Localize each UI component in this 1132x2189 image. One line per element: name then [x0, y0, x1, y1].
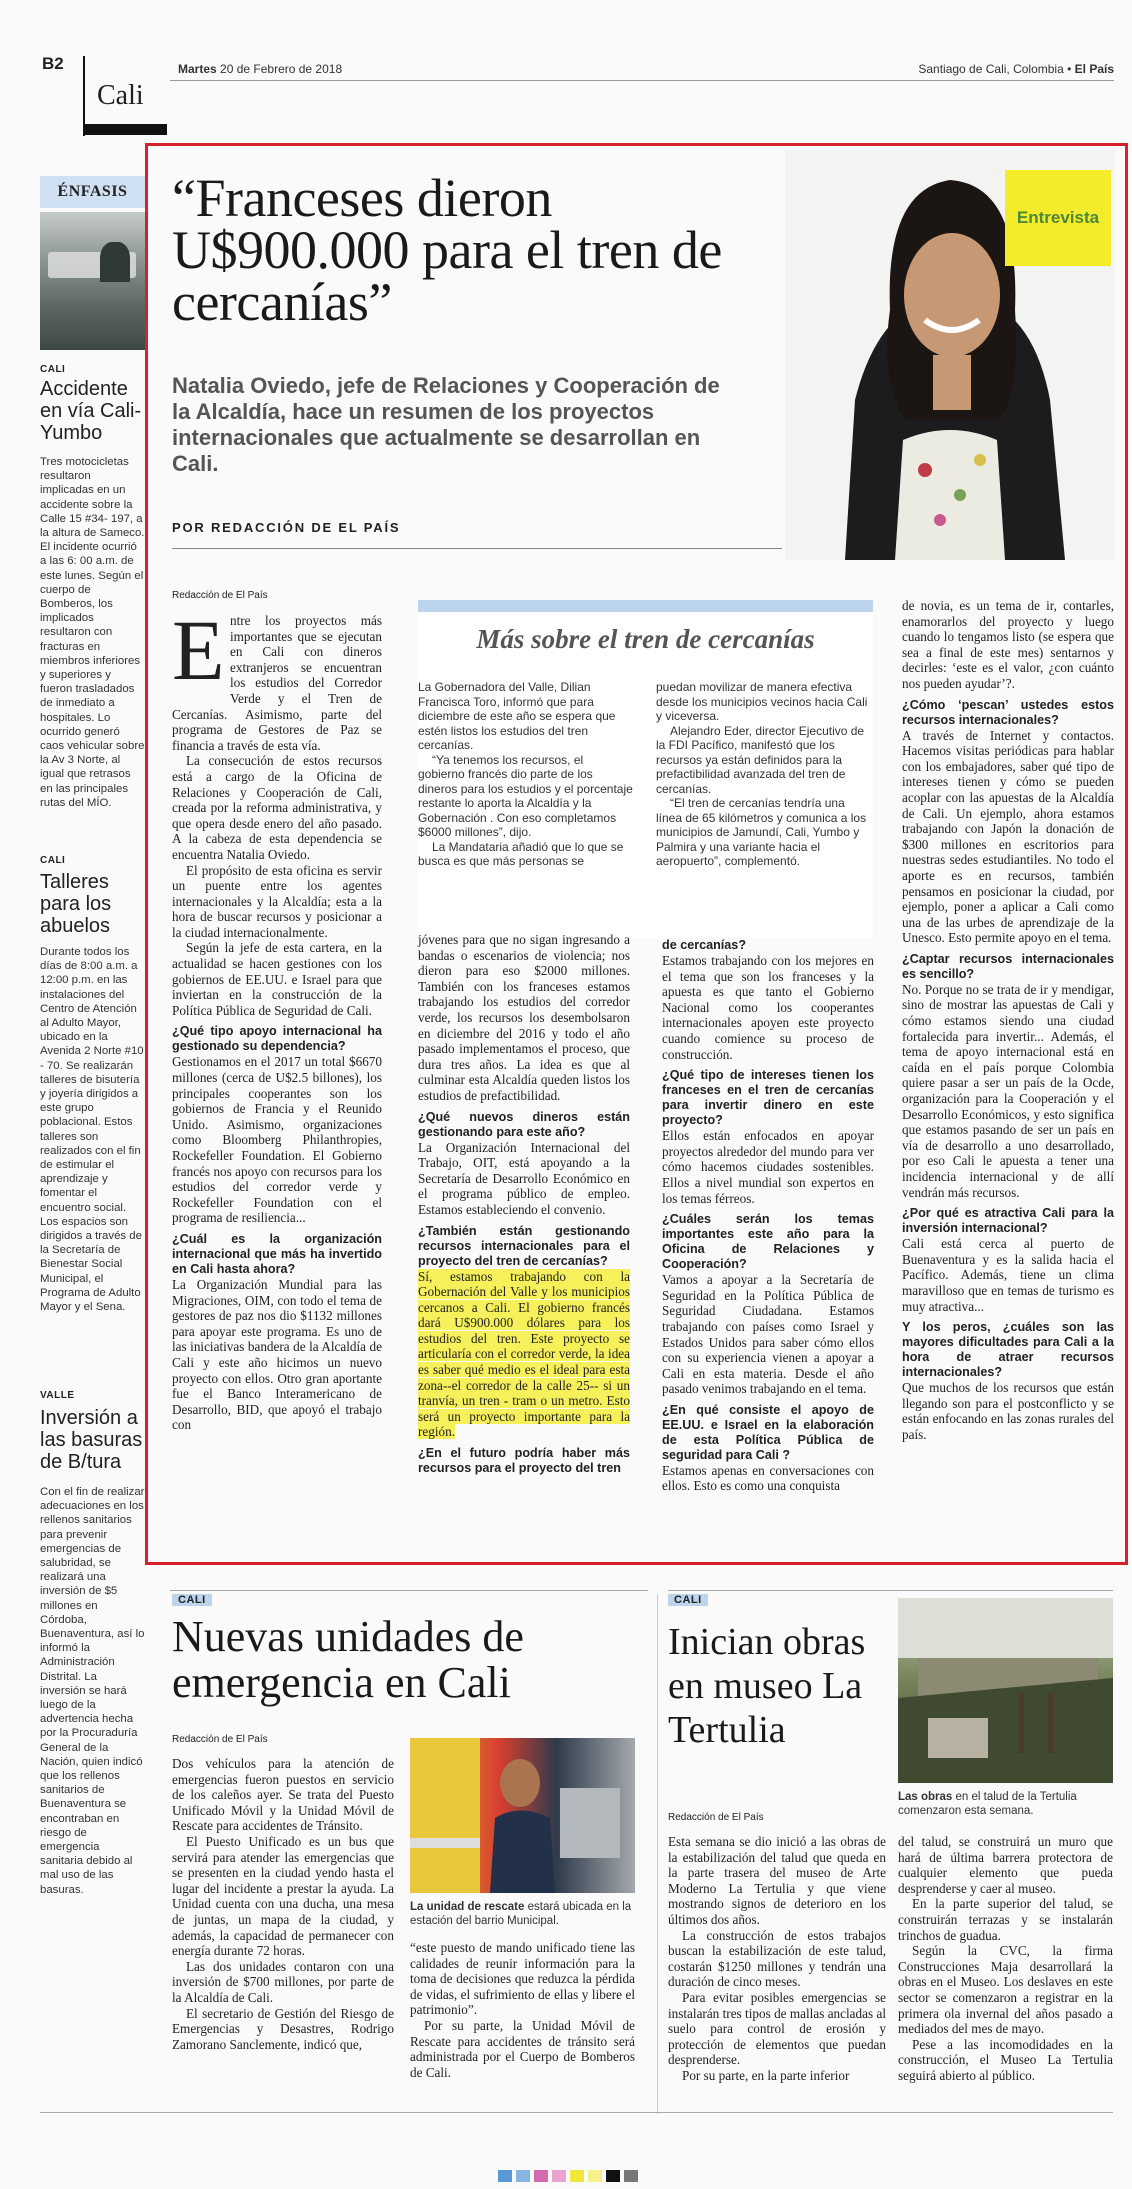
header-rule [170, 80, 1114, 81]
sidebar-photo [40, 212, 145, 350]
sidebar-tag-2: CALI [40, 855, 66, 866]
story2-caption: La unidad de rescate estará ubicada en la estación del barrio Municipal. [410, 1901, 632, 1927]
story2-headline: Nuevas unidades de emergencia en Cali [172, 1612, 524, 1707]
interview-question: ¿Qué nuevos dineros están gestionando para este año? [418, 1109, 630, 1139]
interview-question: ¿Cómo ‘pescan’ ustedes estos recursos internacionales? [902, 697, 1114, 727]
paragraph: jóvenes para que no sigan ingresando a bandas o escenarios de violencia; nos dieron para eso $2000 millones. También con los franceses estamos trabajando los estudios del corredor verde, los recursos los desembolsaron en diciembre del 2016 y todo el año pasado implementamos el proceso, que dura tres años. La idea es que al culminar esta Alcaldía queden listos los estudios de prefactibilidad. [418, 932, 630, 1103]
interview-question: ¿Cuál es la organización internacional que más ha invertido en Cali hasta ahora? [172, 1231, 382, 1276]
sidebar-text-1: Tres motocicletas resultaron implicadas en un accidente sobre la Calle 15 #34- 197, a la altura de Sameco. El incidente ocurrió a las 6: 00 a.m. de este lunes. Según el cuerpo de Bomberos, los implicados resultaron con fracturas en miembros inferiores y superiores y fueron trasladados de inmediato a hospitales. Lo ocurrido generó caos vehicular sobre la Av 3 Norte, al igual que retrasos en las principales rutas del MÍO. [40, 456, 145, 809]
paper-name: El País [1074, 62, 1114, 76]
section-rule [85, 124, 167, 135]
interview-question: ¿Por qué es atractiva Cali para la inversión internacional? [902, 1206, 1114, 1236]
paragraph: Estamos trabajando con los mejores en el tema que son los franceses y la apuesta es que tanto el Gobierno Nacional como los cooperantes internacionales apoyen este proyecto cuando comience su proceso de construcción. [662, 953, 874, 1062]
interview-question: ¿Qué tipo de intereses tienen los franceses en el tren de cercanías para invertir dinero en este proyecto? [662, 1068, 874, 1128]
byline-rule [172, 548, 782, 549]
date-rest: 20 de Febrero de 2018 [220, 62, 343, 76]
interview-byline: POR REDACCIÓN DE EL PAÍS [172, 520, 401, 535]
paragraph: “El tren de cercanías tendría una línea de 65 kilómetros y comunica a los municipios de Jamundí, Cali, Yumbo y Palmira y una variante hacia el aeropuerto”, complementó. [656, 796, 867, 868]
paragraph: No. Porque no se trata de ir y mendigar, sino de mostrar las apuestas de Cali y cómo estamos siendo una ciudad fortalecida para invertir... Además, el tema de apoyo internacional está en caída en el país porque Colombia quiere pasar a ser un país de la Ocde, organización para la Cooperación y el Desarrollo Económicos, y esto significa que estamos pasando de ser un país en vía de desarrollo a uno desarrollado, por eso Cali le apuesta a tener una incidencia internacional y de allí vendrán más recursos. [902, 981, 1114, 1200]
paragraph: Por su parte, en la parte inferior [682, 2067, 850, 2083]
story2-tag: CALI [172, 1594, 212, 1606]
sidebar-box [418, 600, 873, 938]
interview-question: ¿Qué tipo apoyo internacional ha gestionado su dependencia? [172, 1024, 382, 1054]
paragraph: A través de Internet y contactos. Hacemos visitas periódicas para hablar con los embajadores, saber qué tipo de intereses tienen y cómo se pueden acoplar con las apuestas de la Alcaldía de Cali. Un ejemplo, ahora estamos trabajando con Japón la donación de $300 millones en escritorios para nuestras sedes estudiantiles. No todo el aporte es en recursos, también pensamos en posicionar la ciudad, por ejemplo, poner a aplicar a Cali como una de las urbes de aprendizaje de la Unesco. Esto permite apoyo en el tema. [902, 727, 1114, 946]
location: Santiago de Cali, Colombia [918, 62, 1064, 76]
story3-headline: Inician obras en museo La Tertulia [668, 1621, 866, 1751]
masthead-right: Santiago de Cali, Colombia • El País [918, 62, 1114, 76]
paragraph: Para evitar posibles emergencias se instalarán tres tipos de mallas ancladas al suelo para control de erosión y protección de elementos que puedan desprenderse. [668, 1989, 886, 2068]
paragraph: Ellos están enfocados en apoyar proyectos alrededor del mundo para ver cómo hacemos ciudades sostenibles. Ellos a nivel mundial son expertos en los temas férreos. [662, 1128, 874, 1206]
sidebar-title-bar [40, 176, 145, 208]
paragraph: Por su parte, la Unidad Móvil de Rescate para accidentes de tránsito será administrada por el Cuerpo de Bomberos de Cali. [410, 2017, 635, 2080]
interview-question: ¿En el futuro podría haber más recursos para el proyecto del tren [418, 1446, 630, 1476]
sidebar-text-3: Con el fin de realizar adecuaciones en los rellenos sanitarios para prevenir emergencias de salubridad, se realizará una inversión de $5 millones en Córdoba, Buenaventura, así lo informó la Administración Distrital. La inversión se hará luego de la advertencia hecha por la Procuraduría General de la Nación, quien indicó que los rellenos sanitarios de Buenaventura se encontraban en riesgo de emergencia sanitaria debido al mal uso de las basuras. [40, 1486, 145, 1896]
paragraph: La Organización Internacional del Trabajo, OIT, está apoyando a la Secretaría de Desarrollo Económico en el programa público de empleo. Estamos estableciendo el convenio. [418, 1139, 630, 1217]
sidebar [40, 140, 145, 2170]
interview-question: ¿Captar recursos internacionales es sencillo? [902, 951, 1114, 981]
paragraph: Que muchos de los recursos que están llegando son para el postconflicto y se están enfocando en las zonas rurales del país. [902, 1380, 1114, 1442]
sidebar-headline-3: Inversión a las basuras de B/tura [40, 1407, 143, 1473]
paragraph: Estamos apenas en conversaciones con ellos. Esto es como una conquista [662, 1462, 874, 1494]
interview-question: ¿En qué consiste el apoyo de EE.UU. e Israel en la elaboración de esta Política Pública de seguridad para Cali ? [662, 1402, 874, 1462]
interview-col-2 [418, 932, 630, 1476]
interview-question: ¿También están gestionando recursos internacionales para el proyecto del tren de cercanías? [418, 1223, 630, 1268]
paragraph: La Gobernadora del Valle, Dilian Francisca Toro, informó que para diciembre de este año se espera que estén listos los estudios del tren cercanías. [418, 680, 616, 752]
story2-photo [410, 1738, 635, 1893]
color-registration-bar [498, 2170, 638, 2182]
paragraph: Dos vehículos para la atención de emergencias fueron puestos en servicio de los caleños ayer. Se trata del Puesto Unificado Móvil y la Unidad Móvil de Rescate para accidentes de Tránsito. [172, 1756, 394, 1834]
footer-rule [40, 2112, 1113, 2113]
paragraph [418, 1269, 630, 1441]
box-col-left [418, 680, 633, 869]
story2-col-1 [172, 1756, 394, 2052]
paragraph: El secretario de Gestión del Riesgo de Emergencias y Desastres, Rodrigo Zamorano Sanclemente, indicó que, [172, 2005, 394, 2052]
sidebar-tag-1: CALI [40, 364, 66, 375]
box-title: Más sobre el tren de cercanías [476, 624, 815, 654]
interview-col-3 [662, 932, 874, 1494]
story3-credit: Redacción de El País [668, 1812, 764, 1823]
paragraph: ntre los proyectos más importantes que se ejecutan en Cali con dineros extranjeros se encuentran los estudios del Corredor Verde y el Tren de Cercanías. Asimismo, parte del programa de Gestores de Paz se financia a través de esta vía. [172, 613, 382, 753]
paragraph: “este puesto de mando unificado tiene las calidades de reunir información para la toma de decisiones que reduzca la pérdida de vidas, el sufrimiento de ellas y libere el patrimonio”. [410, 1940, 635, 2018]
interview-badge [1005, 170, 1111, 266]
museum-construction-illustration [898, 1598, 1113, 1783]
sidebar-headline-1: Accidente en vía Cali-Yumbo [40, 378, 142, 444]
interview-col-1 [172, 590, 382, 1433]
sidebar-title: ÉNFASIS [57, 183, 128, 200]
story2-credit: Redacción de El País [172, 1734, 268, 1745]
interview-question: de cercanías? [662, 938, 747, 952]
paragraph: Vamos a apoyar a la Secretaría de Seguridad en la Política Pública de Seguridad Ciudadana. Estamos trabajando con países como Israel y Estados Unidos para saber cómo ellos con su experiencia vienen a apoyar a Cali en esta materia. Desde el año pasado venimos trabajando en el tema. [662, 1272, 874, 1397]
story3-caption: Las obras en el talud de la Tertulia comenzaron esta semana. [898, 1791, 1077, 1817]
sidebar-headline-2: Talleres para los abuelos [40, 871, 112, 937]
story3-photo [898, 1598, 1113, 1783]
section-title: Cali [97, 80, 144, 111]
section-box [83, 56, 165, 136]
dateline [178, 62, 342, 76]
paragraph: La construcción de estos trabajos buscan la estabilización de este talud, costarán $1250 millones y tendrán una duración de cinco meses. [668, 1927, 886, 1990]
story3-col-1 [668, 1834, 886, 2084]
paragraph: El Puesto Unificado es un bus que servirá para atender las emergencias que se presenten en la ciudad yendo hasta el lugar del incidente a prestar la ayuda. La Unidad cuenta con una ducha, una mesa de juntas, un mapa de la ciudad, y además, la capacidad de permanecer con energía durante 72 horas. [172, 1833, 394, 1959]
interview-question: ¿Cuáles serán los temas importantes este año para la Oficina de Relaciones y Cooperación? [662, 1212, 874, 1272]
paragraph: Según la jefe de esta cartera, en la actualidad se hacen gestiones con los gobiernos de EE.UU. e Israel para que inviertan en la construcción de la Política Pública de Seguridad de Cali. [172, 940, 382, 1018]
box-col-right [656, 680, 871, 869]
paragraph: Gestionamos en el 2017 un total $6670 millones (cerca de U$2.5 billones), los principales cooperantes son los gobiernos de Francia y el Reunido Unido. Asimismo, organizaciones como Bloomberg Philanthropies, Rockefeller Foundation. El Gobierno francés nos apoyo con recursos para los estudios del corredor verde y Rockefeller Foundation con el programa de resiliencia... [172, 1054, 382, 1226]
paragraph: La Mandataria añadió que lo que se busca es que más personas se [418, 839, 624, 868]
paragraph: del talud, se construirá un muro que hará de última barrera protectora de cualquier elemento que pueda desprenderse y caer al museo. [898, 1834, 1113, 1896]
interview-col-4 [902, 598, 1114, 1443]
highlighted-answer: Sí, estamos trabajando con la Gobernación del Valle y los municipios cercanos a Cali. El gobierno francés dará U$900.000 dólares para los estudios del tren. Este proyecto se articularía con el corredor verde, la idea es saber qué medio es el ideal para esta zona--el corredor de la calle 25-- si un tranvía, un tren - tram o un metro. Esto será un proyecto importante para la región. [418, 1268, 630, 1440]
box-top-bar [418, 600, 873, 612]
paragraph: Cali está cerca al puerto de Buenaventura y es la salida hacia el Pacífico. Además, tiene un clima maravilloso que en temas de turismo es muy atractiva... [902, 1236, 1114, 1314]
paragraph: El propósito de esta oficina es servir un puente entre los agentes internacionales y la Alcaldía; esta a la hora de buscar recursos y posicionar a la ciudad internacionalmente. [172, 862, 382, 940]
date-day: Martes [178, 62, 217, 76]
interview-deck: Natalia Oviedo, jefe de Relaciones y Cooperación de la Alcaldía, hace un resumen de los proyectos internacionales que actualmente se desarrollan en Cali. [172, 373, 720, 476]
paragraph: La consecución de estos recursos está a cargo de la Oficina de Relaciones y Cooperación de Cali, creada por la reforma administrativa, y que opera desde enero del año pasado. A la cabeza de esta dependencia se encuentra Natalia Oviedo. [172, 753, 382, 862]
interview-headline: “Franceses dieron U$900.000 para el tren de cercanías” [172, 168, 722, 332]
badge-label: Entrevista [1016, 208, 1100, 227]
paragraph: Según la CVC, la firma Construcciones Maja desarrollará la obras en el Museo. Los deslaves en este sector se comenzaron a registrar en la primera ola invernal del años pasado a mediados del mes de mayo. [898, 1943, 1113, 2037]
sidebar-text-2: Durante todos los días de 8:00 a.m. a 12:00 p.m. en las instalaciones del Centro de Atención al Adulto Mayor, ubicado en la Avenida 2 Norte #10 - 70. Se realizarán talleres de bisutería y joyería dirigidos a este grupo poblacional. Estos talleres son realizados con el fin de estimular el aprendizaje y fomentar el encuentro social. Los espacios son dirigidos a través de la Secretaría de Bienestar Social Municipal, el Programa de Adulto Mayor y el Sena. [40, 946, 144, 1314]
paragraph: Pese a las incomodidades en la construcción, el Museo La Tertulia seguirá abierto al público. [898, 2036, 1113, 2083]
paragraph: de novia, es un tema de ir, contarles, enamorarlos del proyecto y luego cuando lo tengamos listo (se espera que sea a final de este mes) sentarnos y decirles: ‘este es el valor, ¿con cuánto nos pueden ayudar’?. [902, 598, 1114, 691]
paragraph: “Ya tenemos los recursos, el gobierno francés dio parte de los dineros para los estudios y el porcentaje restante lo aporta la Alcaldía y la Gobernación . Con eso completamos $6000 millones”, dijo. [418, 752, 633, 839]
interview-question: Y los peros, ¿cuáles son las mayores dificultades para Cali a la hora de atraer recursos internacionales? [902, 1320, 1114, 1380]
page-number: B2 [42, 54, 64, 73]
story3-tag: CALI [668, 1594, 708, 1606]
interview-credit: Redacción de El País [172, 590, 268, 601]
paragraph: Esta semana se dio inició a las obras de la estabilización del talud que queda en la parte trasera del museo de Arte Moderno La Tertulia y que viene mostrando signos de deterioro en los últimos dos años. [668, 1834, 886, 1927]
interview-col-1-text [172, 602, 382, 1433]
story3-col-2 [898, 1834, 1113, 2084]
sidebar-tag-3: VALLE [40, 1390, 75, 1401]
firefighter-illustration [410, 1738, 635, 1893]
paragraph: Las dos unidades contaron con una inversión de $700 millones, por parte de la Alcaldía de Cali. [172, 1958, 394, 2005]
story2-col-2 [410, 1940, 635, 2080]
paragraph: La Organización Mundial para las Migraciones, OIM, con todo el tema de gestores de paz nos dio $1132 millones para apoyar este programa. Es uno de las iniciativas bandera de la Alcaldía de Cali y este año hicimos un nuevo proyecto con ellos. Otro gran aportante fue el Banco Interamericano de Desarrollo, BID, que apoyó el trabajo con [172, 1276, 382, 1433]
paragraph: puedan movilizar de manera efectiva desde los municipios vecinos hacia Cali y viceversa. [656, 680, 868, 723]
paragraph: En la parte superior del talud, se construirán terrazas y se instalarán trinchos de guadua. [898, 1896, 1113, 1943]
drop-cap: E [172, 602, 225, 698]
paragraph: Alejandro Eder, director Ejecutivo de la FDI Pacífico, manifestó que los recursos ya están definidos para la prefactibilidad avanzada del tren de cercanías. [656, 723, 865, 796]
